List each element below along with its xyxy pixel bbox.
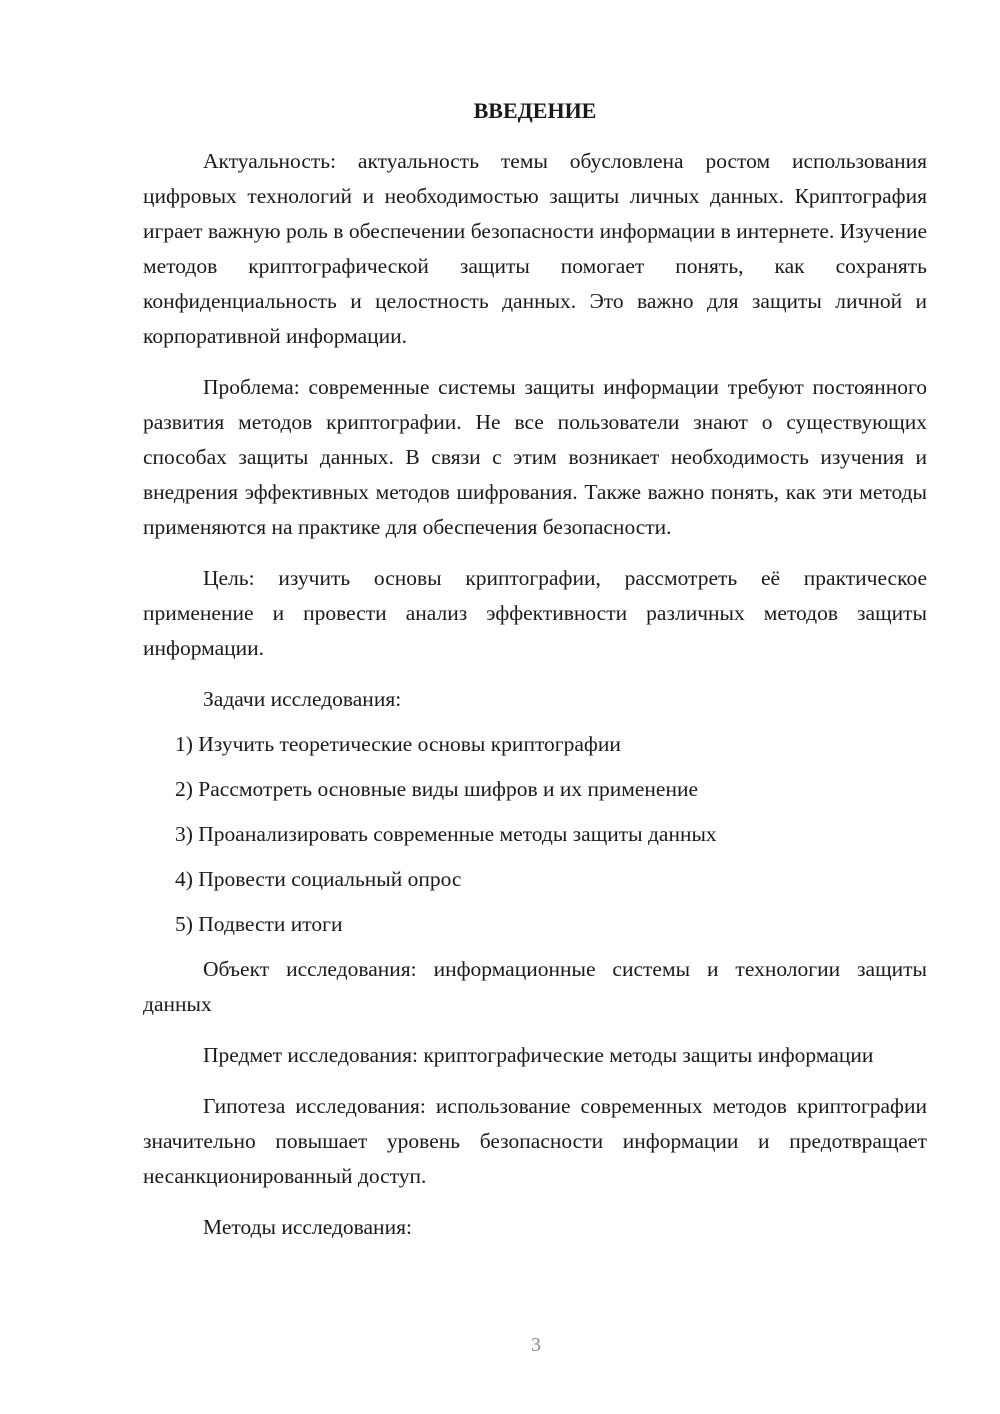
problem-paragraph: Проблема: современные системы защиты информации требуют постоянного развития методов криптографии. Не все пользователи знают о существующих способах защиты данных. В связи с этим возникает необходимость изучения и внедрения эффективных методов шифрования. Также важно понять, как эти методы применяются на практике для обеспечения безопасности.	[143, 375, 927, 539]
page-title: ВВЕДЕНИЕ	[473, 98, 597, 123]
relevance-paragraph: Актуальность: актуальность темы обусловлена ростом использования цифровых технологий и необходимостью защиты личных данных. Криптография играет важную роль в обеспечении безопасности информации в интернете. Изучение методов криптографической защиты помогает понять, как сохранять конфиденциальность и целостность данных. Это важно для защиты личной и корпоративной информации.	[143, 149, 927, 348]
page-number: 3	[531, 1334, 541, 1356]
list-item: 4) Провести социальный опрос	[175, 867, 462, 891]
list-item: 3) Проанализировать современные методы защиты данных	[175, 822, 717, 846]
list-item: 5) Подвести итоги	[175, 912, 343, 936]
object-paragraph: Объект исследования: информационные системы и технологии защиты данных	[143, 957, 927, 1016]
list-item: 1) Изучить теоретические основы криптографии	[175, 732, 621, 756]
goal-paragraph: Цель: изучить основы криптографии, рассмотреть её практическое применение и провести анализ эффективности различных методов защиты информации.	[143, 566, 927, 660]
hypothesis-paragraph: Гипотеза исследования: использование современных методов криптографии значительно повышает уровень безопасности информации и предотвращает несанкционированный доступ.	[143, 1094, 927, 1188]
methods-heading: Методы исследования:	[203, 1215, 412, 1239]
tasks-heading: Задачи исследования:	[203, 687, 402, 711]
list-item: 2) Рассмотреть основные виды шифров и их применение	[175, 777, 699, 801]
subject-paragraph: Предмет исследования: криптографические методы защиты информации	[203, 1043, 874, 1067]
tasks-list	[143, 727, 927, 942]
document-page	[143, 93, 927, 1255]
